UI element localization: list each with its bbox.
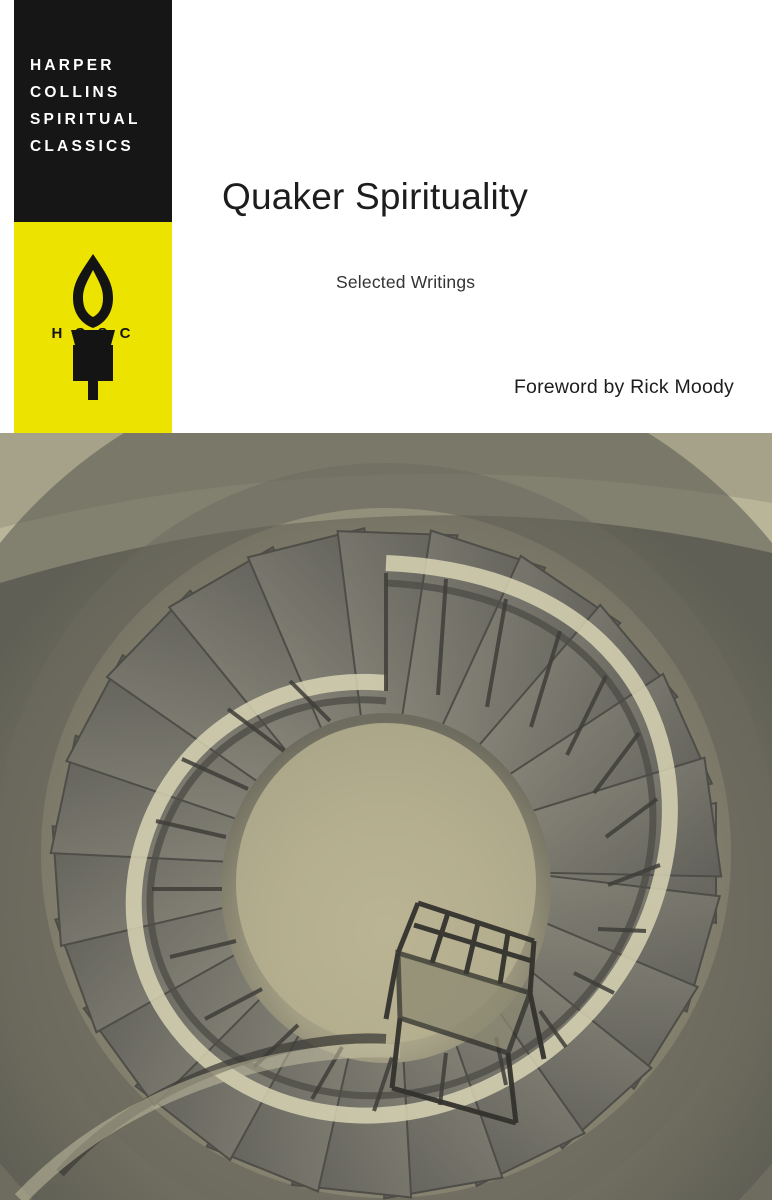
- imprint-line-1: HARPER: [30, 57, 115, 74]
- imprint-line-3: SPIRITUAL: [30, 111, 141, 128]
- book-subtitle: Selected Writings: [336, 272, 476, 292]
- cover-top-area: [0, 0, 772, 433]
- cover-photograph: [0, 433, 772, 1200]
- imprint-line-2: COLLINS: [30, 84, 121, 101]
- spiral-staircase-illustration: [0, 433, 772, 1200]
- imprint-block: [14, 0, 172, 222]
- imprint-line-4: CLASSICS: [30, 138, 134, 155]
- foreword-credit: Foreword by Rick Moody: [513, 376, 734, 398]
- book-title: Quaker Spirituality: [222, 176, 529, 217]
- logo-initials: H C S C: [51, 325, 135, 342]
- publisher-logo-block: [14, 222, 172, 433]
